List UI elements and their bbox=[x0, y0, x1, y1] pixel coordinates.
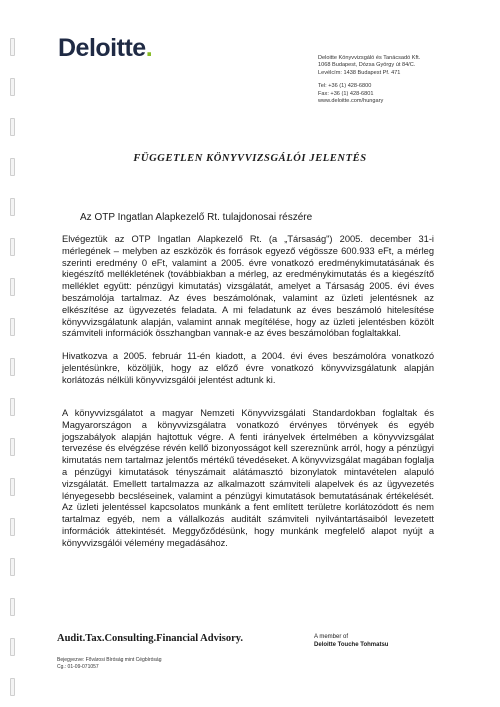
body-paragraph-2: Hivatkozva a 2005. február 11-én kiadott, a 2004. évi éves beszámolóra vonatkozó jelentésünkre, közöljük, hogy az előző évre vonatkozó könyvvizsgálatunk alapján korlátozás nélküli könyvvizsgálói jelentést adtunk ki. bbox=[62, 351, 434, 385]
deloitte-logo bbox=[58, 34, 152, 63]
binder-holes bbox=[8, 0, 18, 707]
footer-tagline: Audit.Tax.Consulting.Financial Advisory. bbox=[57, 633, 244, 644]
website: www.deloitte.com/hungary bbox=[318, 98, 384, 105]
registration-number: Cg.: 01-09-071057 bbox=[57, 663, 99, 670]
addressee: Az OTP Ingatlan Alapkezelő Rt. tulajdonosai részére bbox=[80, 212, 313, 223]
registration-court: Bejegyezve: Fővárosi Bíróság mint Cégbíróság bbox=[57, 657, 162, 663]
footer-registration bbox=[57, 657, 162, 670]
member-of-label: A member of bbox=[314, 634, 349, 640]
firm-address-block bbox=[318, 55, 493, 105]
body-paragraph-1: Elvégeztük az OTP Ingatlan Alapkezelő Rt. (a „Társaság") 2005. december 31-i mérlegének – melyben az eszközök és források egyező végössze 600.933 eFt, a mérleg szerinti eredmény 0 eFt, valamint a 2005. évre vonatkozó eredménykimutatásának és kiegészítő mellékletének (továbbiakban a mérleg, az eredménykimutatás és a kiegészítő melléklet együtt: pénzügyi kimutatás) vizsgálatát, amelyet a Társaság 2005. évi éves beszámolója tartalmaz. Az éves beszámolónak, valamint az üzleti jelentésnek az elkészítése az ügyvezetés feladata. A mi feladatunk az éves beszámoló hitelesítése könyvvizsgálatunk alapján, valamint annak megítélése, hogy az üzleti jelentésben közölt számviteli információk összhangban vannak-e az éves beszámolóban foglaltakkal. bbox=[62, 234, 434, 339]
report-title: FÜGGETLEN KÖNYVVIZSGÁLÓI JELENTÉS bbox=[133, 153, 367, 164]
member-of-block bbox=[314, 633, 388, 649]
firm-name: Deloitte Könyvvizsgáló és Tanácsadó Kft. bbox=[318, 55, 421, 61]
body-paragraph-3: A könyvvizsgálatot a magyar Nemzeti Könyvvizsgálati Standardokban foglaltak és Magyarországon a könyvvizsgálatra vonatkozó érvényes törvények és egyéb jogszabályok alapján hajtottuk végre. A fenti irányelvek értelmében a könyvvizsgálat tervezése és elvégzése révén kellő bizonyosságot kell szereznünk arról, hogy a pénzügyi kimutatás nem tartalmaz jelentős mértékű tévedéseket. A könyvvizsgálat magában foglalja a pénzügyi kimutatások tényszámait alátámasztó bizonylatok mintavételen alapuló vizsgálatát. Emellett tartalmazza az alkalmazott számviteli alapelvek és az ügyvezetés lényegesebb becsléseinek, valamint a pénzügyi kimutatások bemutatásának értékelését. Az üzleti jelentéssel kapcsolatos munkánk a fent említett területre korlátozódott és nem tartalmaz egyéb, nem a vállalkozás auditált számviteli nyilvántartásaiból levezetett információk áttekintését. Meggyőződésünk, hogy munkánk megfelelő alapot nyújt a könyvvizsgálói vélemény megadásához. bbox=[62, 408, 434, 548]
address-line-1: 1068 Budapest, Dózsa György út 84/C. bbox=[318, 62, 416, 69]
telephone: Tel: +36 (1) 428-6800 bbox=[318, 83, 372, 90]
fax: Fax: +36 (1) 428-6801 bbox=[318, 90, 374, 97]
logo-text: Deloitte bbox=[58, 34, 146, 62]
logo-dot: . bbox=[145, 34, 153, 62]
address-line-2: Levélcím: 1438 Budapest Pf. 471 bbox=[318, 69, 401, 76]
member-firm: Deloitte Touche Tohmatsu bbox=[314, 642, 389, 648]
